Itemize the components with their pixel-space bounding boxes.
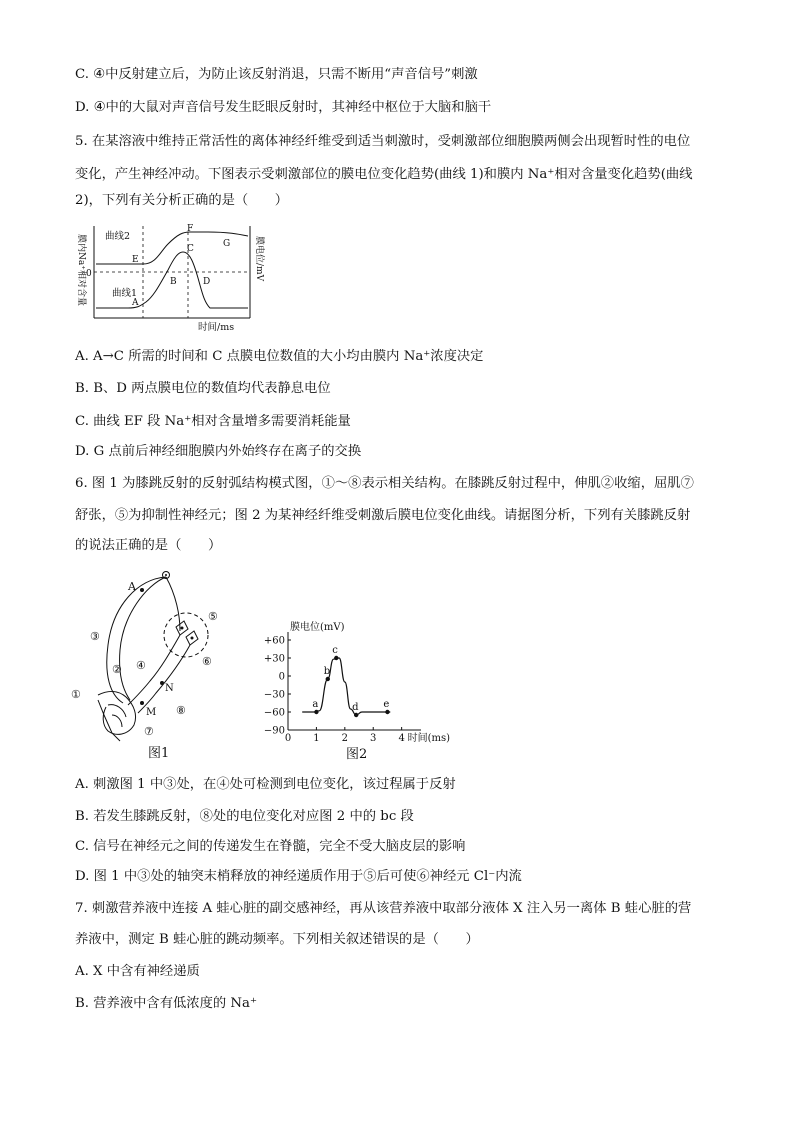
option-6a: A. 刺激图 1 中③处，在④处可检测到电位变化，该过程属于反射 bbox=[75, 777, 456, 792]
x-tick-label: 4 bbox=[398, 733, 405, 744]
chart-y-label: 膜电位(mV) bbox=[290, 622, 345, 633]
label-1: ① bbox=[71, 688, 81, 701]
point-b bbox=[326, 677, 330, 681]
x-axis-label: 时间/ms bbox=[198, 322, 235, 333]
x-tick-label: 0 bbox=[284, 733, 292, 744]
label-7: ⑦ bbox=[144, 725, 154, 738]
point-label-d: d bbox=[352, 702, 359, 713]
option-6d: D. 图 1 中③处的轴突末梢释放的神经递质作用于⑤后可使⑥神经元 Cl⁻内流 bbox=[75, 869, 522, 884]
question-6-line-2: 舒张，⑤为抑制性神经元；图 2 为某神经纤维受刺激后膜电位变化曲线。请据图分析，下列有关膝跳反射 bbox=[75, 508, 691, 523]
y-axis-right-label: 膜电位/mV bbox=[254, 236, 264, 282]
question-7-line-2: 养液中，测定 B 蛙心脏的跳动频率。下列相关叙述错误的是（ ） bbox=[75, 932, 479, 947]
label-8: ⑧ bbox=[176, 704, 186, 717]
point-b: B bbox=[170, 277, 177, 287]
point-d: D bbox=[203, 277, 211, 287]
question-5-line-3: 2)，下列有关分析正确的是（ ） bbox=[75, 193, 289, 208]
point-c: C bbox=[187, 244, 194, 254]
point-a bbox=[314, 710, 318, 714]
option-5d: D. G 点前后神经细胞膜内外始终存在离子的交换 bbox=[75, 444, 362, 459]
option-5c: C. 曲线 EF 段 Na⁺相对含量增多需要消耗能量 bbox=[75, 414, 351, 429]
label-n: N bbox=[165, 683, 174, 694]
point-e: E bbox=[132, 255, 139, 265]
x-tick-label: 3 bbox=[370, 733, 377, 744]
question-6-line-3: 的说法正确的是（ ） bbox=[75, 538, 222, 553]
option-6b: B. 若发生膝跳反射，⑧处的电位变化对应图 2 中的 bc 段 bbox=[75, 809, 414, 824]
y-tick-label: −30 bbox=[263, 689, 285, 701]
y-tick-label: −60 bbox=[263, 707, 285, 719]
zero-label: 0 bbox=[86, 269, 92, 279]
question-6-line-1: 6. 图 1 为膝跳反射的反射弧结构模式图，①～⑧表示相关结构。在膝跳反射过程中，伸肌②收缩，屈肌⑦ bbox=[75, 476, 694, 491]
label-4: ④ bbox=[136, 659, 146, 672]
y-tick-label: 0 bbox=[278, 671, 285, 683]
label-3: ③ bbox=[90, 630, 100, 643]
point-a: A bbox=[132, 298, 139, 308]
option-5b: B. B、D 两点膜电位的数值均代表静息电位 bbox=[75, 381, 331, 396]
option-4c: C. ④中反射建立后，为防止该反射消退，只需不断用“声音信号”刺激 bbox=[75, 67, 478, 82]
point-label-c: c bbox=[332, 645, 338, 656]
option-7b: B. 营养液中含有低浓度的 Na⁺ bbox=[75, 996, 258, 1011]
x-tick-label: 2 bbox=[341, 733, 349, 744]
point-label-b: b bbox=[323, 666, 331, 677]
label-m: M bbox=[146, 707, 157, 718]
y-tick-label: +30 bbox=[263, 653, 285, 665]
point-g: G bbox=[223, 239, 231, 249]
y-axis-left-label: 膜内Na⁺相对含量 bbox=[76, 234, 86, 306]
point-c bbox=[334, 656, 338, 660]
option-7a: A. X 中含有神经递质 bbox=[75, 964, 200, 979]
y-tick-label: +60 bbox=[263, 635, 285, 647]
y-tick-label: −90 bbox=[263, 725, 285, 737]
question-5-line-2: 变化，产生神经冲动。下图表示受刺激部位的膜电位变化趋势(曲线 1)和膜内 Na⁺相对含量变化趋势(曲线 bbox=[75, 167, 693, 182]
option-5a: A. A→C 所需的时间和 C 点膜电位数值的大小均由膜内 Na⁺浓度决定 bbox=[75, 349, 484, 364]
figure-q5-membrane-potential bbox=[68, 222, 268, 334]
question-5-line-1: 5. 在某溶液中维持正常活性的离体神经纤维受到适当刺激时，受刺激部位细胞膜两侧会出现暂时性的电位 bbox=[75, 134, 691, 149]
label-6: ⑥ bbox=[202, 655, 212, 668]
point-f: F bbox=[187, 224, 194, 234]
figure-2-potential-chart bbox=[258, 618, 451, 763]
option-4d: D. ④中的大鼠对声音信号发生眨眼反射时，其神经中枢位于大脑和脑干 bbox=[75, 100, 492, 115]
question-7-line-1: 7. 刺激营养液中连接 A 蛙心脏的副交感神经，再从该营养液中取部分液体 X 注入另一离体 B 蛙心脏的营 bbox=[75, 901, 692, 916]
point-label-e: e bbox=[383, 699, 390, 710]
figure-2-caption: 图2 bbox=[346, 747, 368, 762]
chart-x-label: 时间(ms) bbox=[407, 733, 451, 744]
label-a: A bbox=[128, 580, 136, 593]
x-tick-label: 1 bbox=[313, 733, 320, 744]
label-2: ② bbox=[112, 663, 122, 676]
point-label-a: a bbox=[312, 699, 319, 710]
option-6c: C. 信号在神经元之间的传递发生在脊髓，完全不受大脑皮层的影响 bbox=[75, 839, 466, 854]
label-5: ⑤ bbox=[208, 610, 218, 623]
curve2-label: 曲线2 bbox=[105, 231, 131, 242]
figure-1-caption: 图1 bbox=[148, 746, 170, 761]
figure-1-reflex-arc bbox=[68, 565, 228, 765]
point-d bbox=[354, 713, 358, 717]
curve1-label: 曲线1 bbox=[112, 288, 138, 299]
point-e bbox=[385, 710, 389, 714]
